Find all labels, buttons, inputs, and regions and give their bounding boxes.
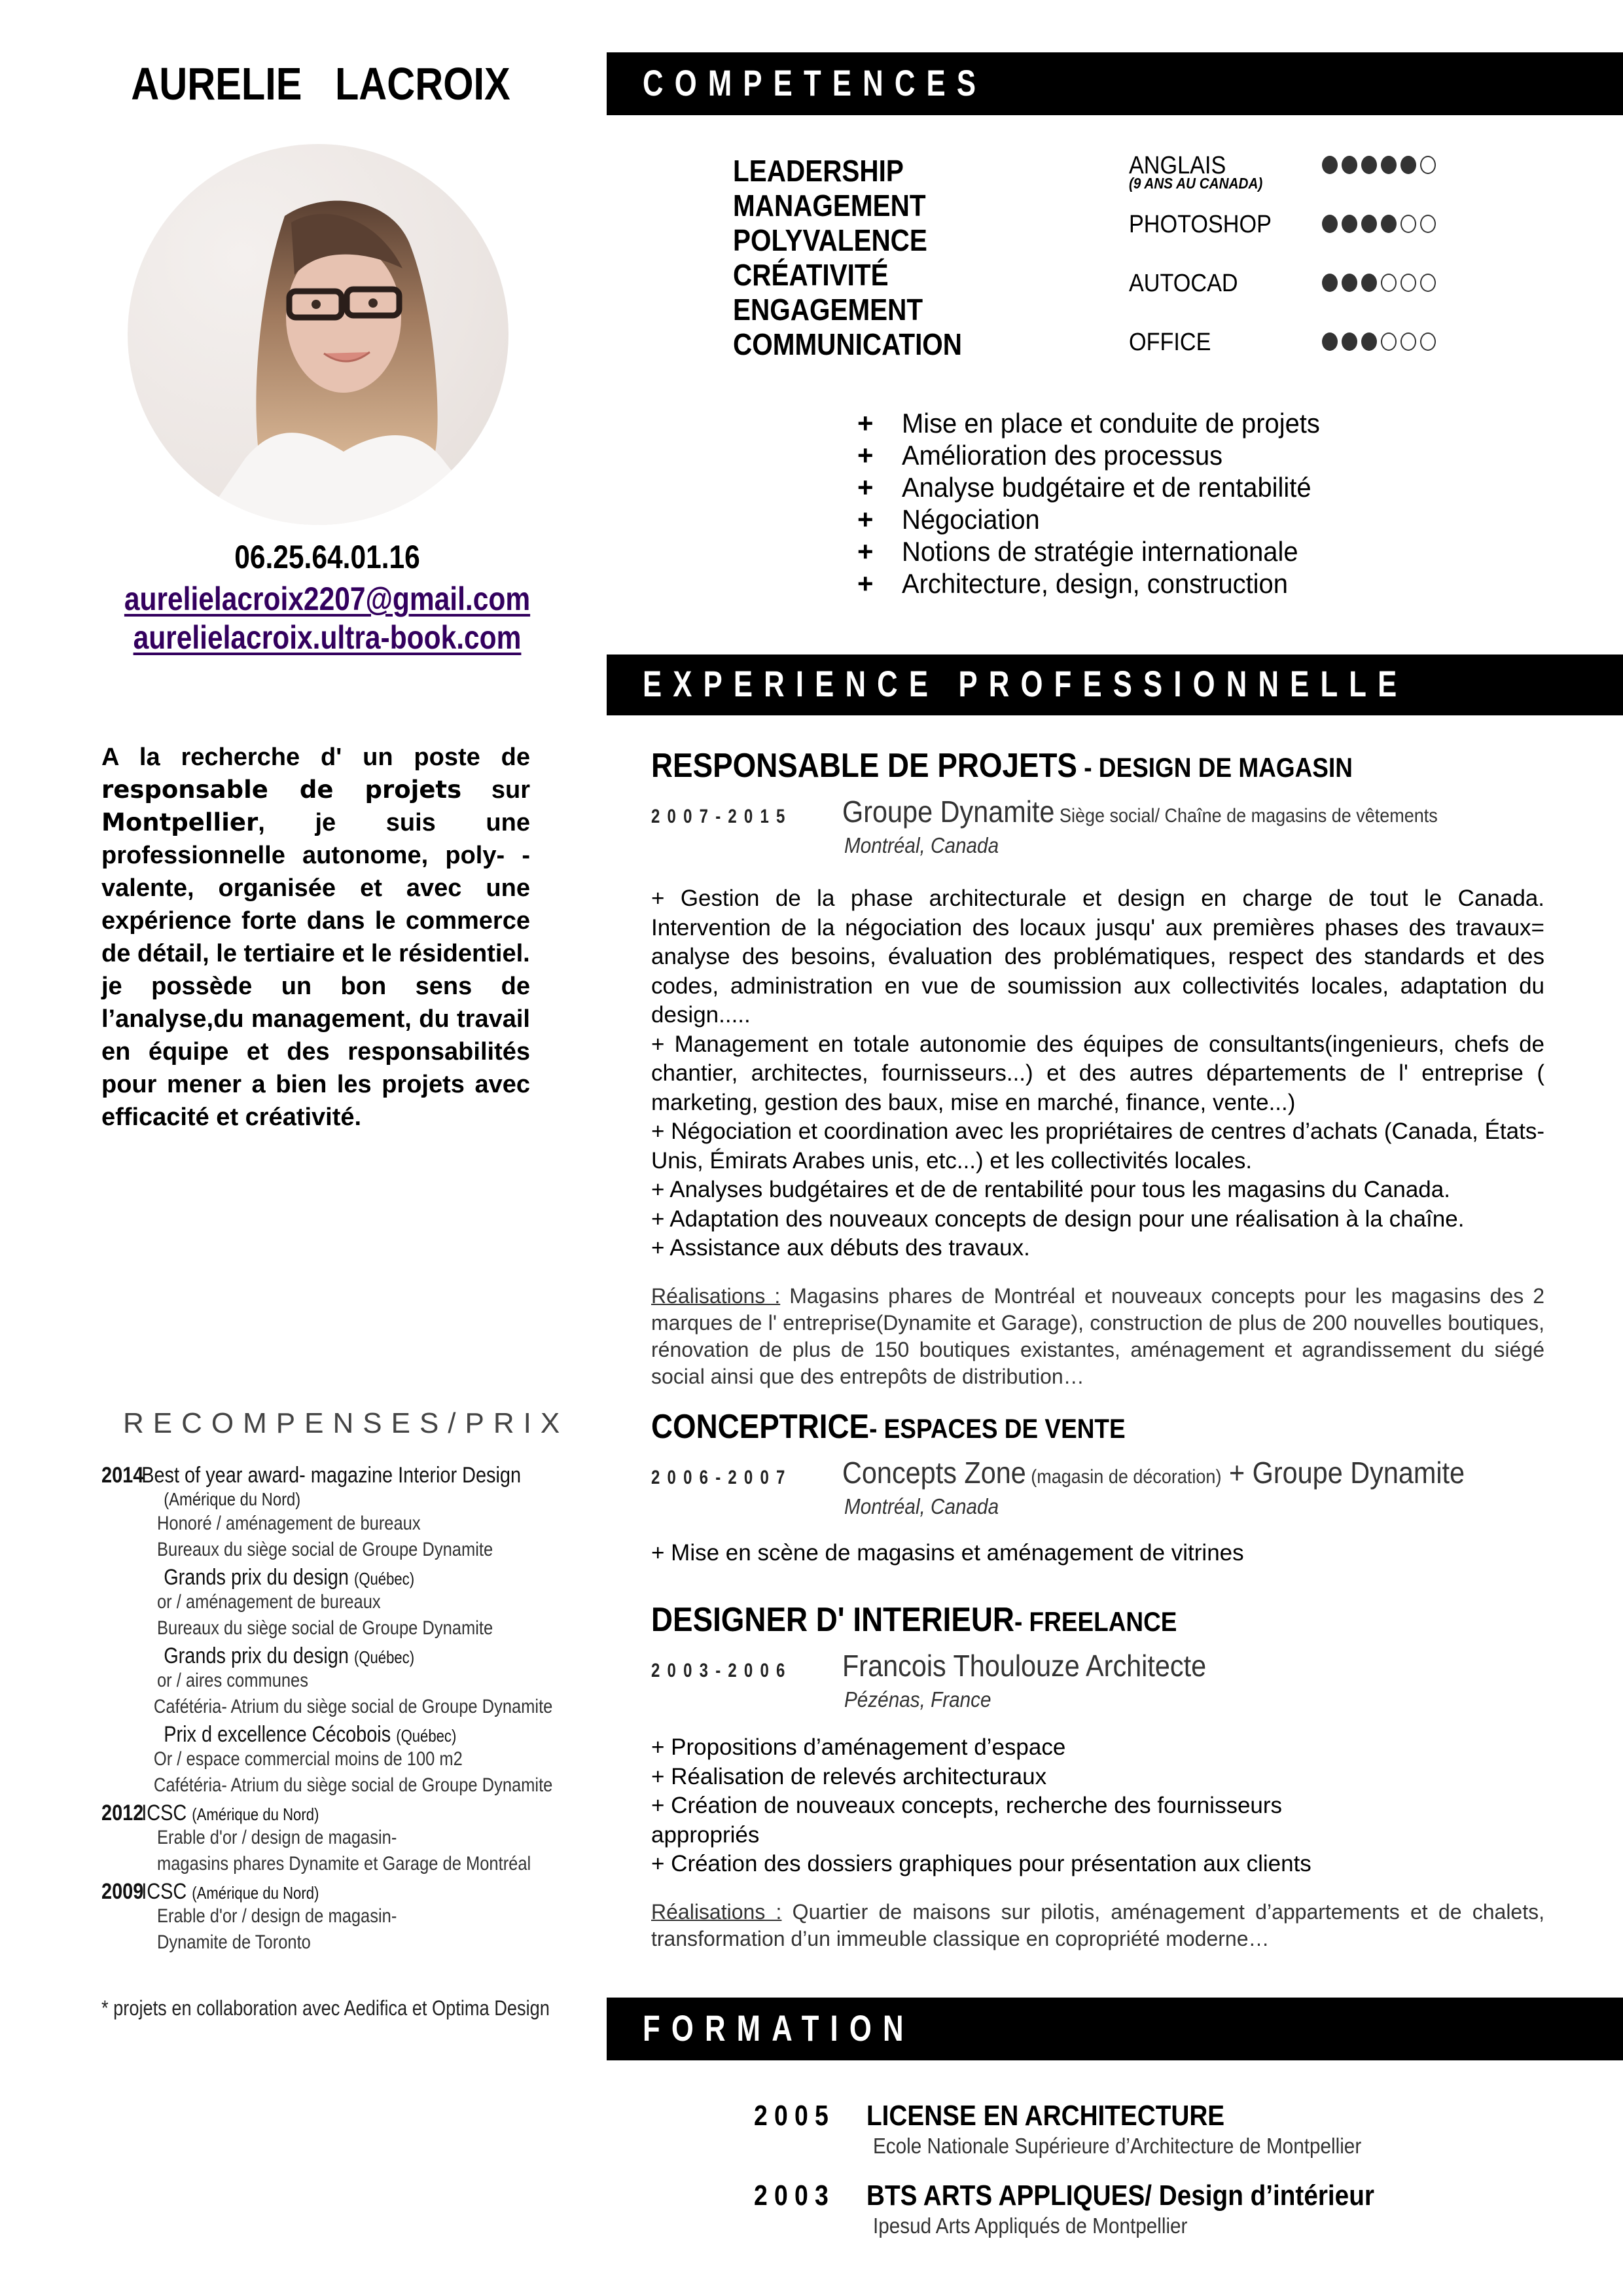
- award-line: [101, 1931, 491, 1958]
- skill-item: COMMUNICATION: [733, 327, 963, 361]
- education-school: Ipesud Arts Appliqués de Montpellier: [873, 2214, 1188, 2238]
- award-region: (Amérique du Nord): [192, 1883, 319, 1903]
- job-company: [842, 1648, 1206, 1683]
- achievements-text: Magasins phares de Montréal et nouveaux concepts pour les magasins des 2 marques de l' entreprise(Dynamite et Garage), construction de plus de 200 nouvelles boutiques, rénovation de plus de 150 boutiques existantes, aménagement et agrandissement du siégé social ainsi que des entrepôts de distribution…: [651, 1283, 1545, 1388]
- rating-dots: [1322, 156, 1436, 174]
- job-task: + Réalisation de relevés architecturaux: [651, 1763, 1047, 1789]
- empty-dot-icon: [1400, 274, 1416, 292]
- award-line: [101, 1696, 553, 1722]
- job-task: + Négociation et coordination avec les propriétaires de centres d’achats (Canada, États-Unis, Émirats Arabes unis, etc...) et les collectivités locales.: [651, 1119, 1544, 1174]
- skill-item: ENGAGEMENT: [733, 293, 923, 327]
- award-text: (Amérique du Nord): [164, 1489, 301, 1509]
- company-name: Concepts Zone: [842, 1456, 1026, 1490]
- job-title: [651, 1600, 1437, 1641]
- rating-dots: [1322, 332, 1436, 351]
- tool-name: AUTOCAD: [1129, 270, 1238, 297]
- summary-second: je possède un bon sens de l’analyse,du management, du travail en équipe et des responsabilités pour mener a bien les projets avec efficacité et créativité.: [101, 973, 530, 1131]
- profile-photo: [128, 144, 508, 525]
- filled-dot-icon: [1381, 215, 1397, 233]
- award-text: Bureaux du siège social de Groupe Dynamite: [157, 1539, 493, 1560]
- first-name: AURELIE: [131, 58, 302, 109]
- plus-icon: +: [857, 408, 874, 439]
- section-title-competences: COMPETENCES: [643, 62, 988, 103]
- job-subtitle: - ESPACES DE VENTE: [869, 1413, 1126, 1444]
- award-text: or / aménagement de bureaux: [157, 1591, 381, 1613]
- job-location: Montréal, Canada: [844, 833, 999, 857]
- job-task: + Assistance aux débuts des travaux.: [651, 1235, 1030, 1261]
- filled-dot-icon: [1361, 156, 1377, 174]
- education-entry: [754, 2100, 1416, 2159]
- job-entry: [651, 1600, 1544, 1952]
- bullet-item: + Amélioration des processus: [857, 440, 1223, 471]
- filled-dot-icon: [1400, 156, 1416, 174]
- awards-footnote: * projets en collaboration avec Aedifica et Optima Design: [101, 1996, 550, 2020]
- award-line: [101, 1801, 491, 1827]
- job-description: [651, 1733, 1544, 1879]
- empty-dot-icon: [1420, 274, 1436, 292]
- plus-icon: +: [857, 568, 874, 599]
- filled-dot-icon: [1342, 332, 1357, 351]
- tool-note: (9 ANS AU CANADA): [1129, 175, 1263, 192]
- job-entry: [651, 746, 1544, 1390]
- empty-dot-icon: [1400, 332, 1416, 351]
- bullet-item: + Architecture, design, construction: [857, 568, 1288, 599]
- award-line: [101, 1463, 522, 1489]
- awards-heading: RECOMPENSES/PRIX: [123, 1407, 569, 1439]
- plus-icon: +: [857, 440, 874, 471]
- education-school: Ecole Nationale Supérieure d’Architecture de Montpellier: [873, 2134, 1362, 2158]
- job-title: [651, 746, 1437, 787]
- award-text: Bureaux du siège social de Groupe Dynamite: [157, 1617, 493, 1639]
- empty-dot-icon: [1420, 156, 1436, 174]
- job-description: [651, 1539, 1544, 1568]
- award-region: (Amérique du Nord): [192, 1804, 319, 1824]
- award-line: [101, 1722, 491, 1748]
- education-title: BTS ARTS APPLIQUES/ Design d’intérieur: [866, 2179, 1374, 2212]
- job-meta: [651, 794, 1544, 833]
- job-title: [651, 1407, 1437, 1448]
- job-role: RESPONSABLE DE PROJETS: [651, 747, 1077, 785]
- award-line: [101, 1489, 491, 1513]
- company-note: (magasin de décoration): [1026, 1466, 1222, 1488]
- summary-mid: sur: [461, 776, 530, 804]
- award-year: 2014: [101, 1463, 144, 1488]
- award-text: or / aires communes: [157, 1670, 309, 1691]
- bullet-item: + Analyse budgétaire et de rentabilité: [857, 472, 1311, 503]
- tool-label: [1129, 270, 1250, 298]
- award-line: [101, 1827, 491, 1853]
- last-name: LACROIX: [334, 58, 510, 109]
- filled-dot-icon: [1381, 156, 1397, 174]
- job-task: + Management en totale autonomie des équipes de consultants(ingenieurs, chefs de chantier, architectes, fournisseurs...) et des autres départements de l' entreprise ( marketing, gestion des baux, mise en marché, finance, vente...): [651, 1031, 1544, 1115]
- award-line: [101, 1513, 491, 1539]
- education-year: 2003: [754, 2179, 836, 2212]
- job-company: [842, 1455, 1465, 1490]
- job-achievements: [651, 1283, 1544, 1390]
- filled-dot-icon: [1322, 156, 1338, 174]
- award-text: Dynamite de Toronto: [157, 1931, 311, 1953]
- job-subtitle: - FREELANCE: [1014, 1606, 1177, 1637]
- section-bar-formation: [607, 1998, 1623, 2060]
- empty-dot-icon: [1420, 215, 1436, 233]
- bullet-item: + Mise en place et conduite de projets: [857, 408, 1320, 439]
- job-task: + Analyses budgétaires et de de rentabilité pour tous les magasins du Canada.: [651, 1177, 1450, 1202]
- filled-dot-icon: [1342, 274, 1357, 292]
- job-location: Montréal, Canada: [844, 1494, 999, 1518]
- award-text: Erable d'or / design de magasin-: [157, 1905, 397, 1927]
- award-line: [101, 1591, 491, 1617]
- award-text: Grands prix du design: [164, 1565, 354, 1590]
- email-link[interactable]: aurelielacroix2207@gmail.com: [124, 581, 531, 617]
- tool-label: [1129, 329, 1220, 357]
- job-task: + Création de nouveaux concepts, recherche des fournisseurs: [651, 1793, 1283, 1818]
- section-title-formation: FORMATION: [643, 2007, 915, 2049]
- award-year: 2012: [101, 1801, 144, 1825]
- empty-dot-icon: [1381, 332, 1397, 351]
- empty-dot-icon: [1400, 215, 1416, 233]
- filled-dot-icon: [1342, 156, 1357, 174]
- skill-item: MANAGEMENT: [733, 188, 926, 223]
- rating-dots: [1322, 215, 1436, 233]
- job-task: + Gestion de la phase architecturale et design en charge de tout le Canada. Intervention de la négociation des locaux jusqu' aux premières phases des travaux= analyse des besoins, évaluation des problématiques, respect des standards et des codes, administration en vue de soumission aux collectivités locales, adaptation du design.....: [651, 886, 1544, 1028]
- education-entry: [754, 2179, 1444, 2238]
- job-entry: [651, 1407, 1544, 1568]
- job-company: [842, 794, 1438, 829]
- competence-bullets: [857, 407, 1342, 600]
- award-line: [101, 1643, 491, 1670]
- award-line: [101, 1905, 491, 1931]
- award-line: [101, 1565, 491, 1591]
- company-extra: + Groupe Dynamite: [1221, 1456, 1465, 1490]
- filled-dot-icon: [1322, 215, 1338, 233]
- rating-dots: [1322, 274, 1436, 292]
- award-line: [101, 1774, 553, 1801]
- filled-dot-icon: [1361, 332, 1377, 351]
- education-header: [754, 2179, 1444, 2214]
- portrait-illustration: [128, 144, 508, 525]
- achievements-text: Quartier de maisons sur pilotis, aménagement d’appartements et de chalets, transformation d’un immeuble classique en copropriété moderne…: [651, 1899, 1544, 1950]
- tool-label: [1129, 211, 1287, 239]
- empty-dot-icon: [1420, 332, 1436, 351]
- summary-role: responsable de projets: [101, 776, 462, 804]
- portfolio-link[interactable]: aurelielacroix.ultra-book.com: [133, 619, 522, 656]
- tool-name: OFFICE: [1129, 329, 1211, 356]
- award-text: Honoré / aménagement de bureaux: [157, 1513, 421, 1534]
- summary-rest: , je suis une professionnelle autonome, poly- -valente, organisée et avec une expérience forte dans le commerce de détail, le tertiaire et le résidentiel.: [101, 809, 530, 967]
- skill-item: LEADERSHIP: [733, 154, 904, 188]
- award-region: (Québec): [396, 1726, 457, 1746]
- award-text: Grands prix du design: [164, 1643, 354, 1668]
- award-line: [101, 1748, 491, 1774]
- job-dates: 2007-2015: [651, 806, 793, 827]
- job-task: appropriés: [651, 1821, 760, 1848]
- empty-dot-icon: [1381, 274, 1397, 292]
- profile-summary: [101, 741, 530, 1134]
- job-dates: 2003-2006: [651, 1660, 793, 1681]
- plus-icon: +: [857, 472, 874, 503]
- education-year: 2005: [754, 2100, 836, 2132]
- awards-list: [101, 1463, 560, 1958]
- filled-dot-icon: [1322, 274, 1338, 292]
- job-task: + Propositions d’aménagement d’espace: [651, 1734, 1066, 1760]
- company-name: Francois Thoulouze Architecte: [842, 1649, 1207, 1683]
- job-location: Pézénas, France: [844, 1687, 991, 1712]
- job-role: CONCEPTRICE: [651, 1408, 870, 1446]
- job-dates: 2006-2007: [651, 1467, 793, 1488]
- phone-number: 06.25.64.01.16: [234, 539, 420, 575]
- tool-name: ANGLAIS: [1129, 152, 1226, 179]
- award-line: [101, 1879, 491, 1905]
- job-subtitle: - DESIGN DE MAGASIN: [1077, 752, 1353, 783]
- award-text: Erable d'or / design de magasin-: [157, 1827, 397, 1848]
- job-meta: [651, 1648, 1544, 1687]
- job-achievements: [651, 1899, 1544, 1952]
- award-region: (Québec): [353, 1569, 415, 1588]
- soft-skills-list: [733, 154, 993, 362]
- company-note: Siège social/ Chaîne de magasins de vêtements: [1054, 805, 1438, 827]
- section-bar-experience: [607, 655, 1623, 715]
- achievements-label: Réalisations :: [651, 1899, 782, 1924]
- skill-item: POLYVALENCE: [733, 223, 927, 257]
- job-role: DESIGNER D' INTERIEUR: [651, 1601, 1014, 1639]
- summary-intro: A la recherche d' un poste de: [101, 744, 530, 771]
- award-line: [101, 1853, 531, 1879]
- summary-city: Montpellier: [101, 808, 259, 836]
- candidate-name: [48, 58, 594, 110]
- job-description: [651, 884, 1544, 1263]
- award-text: Cafétéria- Atrium du siège social de Groupe Dynamite: [153, 1696, 553, 1717]
- tool-name: PHOTOSHOP: [1129, 211, 1272, 238]
- education-header: [754, 2100, 1416, 2134]
- job-task: + Création des dossiers graphiques pour présentation aux clients: [651, 1851, 1311, 1876]
- achievements-label: Réalisations :: [651, 1283, 781, 1308]
- filled-dot-icon: [1342, 215, 1357, 233]
- section-bar-competences: [607, 52, 1623, 115]
- filled-dot-icon: [1322, 332, 1338, 351]
- job-task: + Mise en scène de magasins et aménagement de vitrines: [651, 1540, 1244, 1566]
- bullet-item: + Notions de stratégie internationale: [857, 536, 1298, 567]
- section-title-experience: EXPERIENCE PROFESSIONNELLE: [643, 663, 1408, 704]
- education-title: LICENSE EN ARCHITECTURE: [866, 2100, 1225, 2132]
- job-task: + Adaptation des nouveaux concepts de design pour une réalisation à la chaîne.: [651, 1206, 1465, 1232]
- award-text: magasins phares Dynamite et Garage de Montréal: [157, 1853, 531, 1874]
- award-text: Cafétéria- Atrium du siège social de Groupe Dynamite: [153, 1774, 553, 1796]
- job-meta: [651, 1455, 1544, 1494]
- award-text: Or / espace commercial moins de 100 m2: [153, 1748, 463, 1770]
- award-text: ICSC: [141, 1879, 192, 1904]
- company-name: Groupe Dynamite: [842, 795, 1055, 829]
- plus-icon: +: [857, 504, 874, 535]
- award-line: [101, 1539, 491, 1565]
- filled-dot-icon: [1361, 215, 1377, 233]
- skill-item: CRÉATIVITÉ: [733, 258, 889, 292]
- award-line: [101, 1670, 491, 1696]
- plus-icon: +: [857, 536, 874, 567]
- tool-label: [1129, 152, 1277, 192]
- award-line: [101, 1617, 491, 1643]
- award-year: 2009: [101, 1879, 144, 1904]
- award-text: Best of year award- magazine Interior Design: [141, 1463, 522, 1488]
- award-text: ICSC: [141, 1801, 192, 1825]
- filled-dot-icon: [1361, 274, 1377, 292]
- bullet-item: + Négociation: [857, 504, 1040, 535]
- award-text: Prix d excellence Cécobois: [164, 1722, 397, 1747]
- award-region: (Québec): [353, 1647, 415, 1667]
